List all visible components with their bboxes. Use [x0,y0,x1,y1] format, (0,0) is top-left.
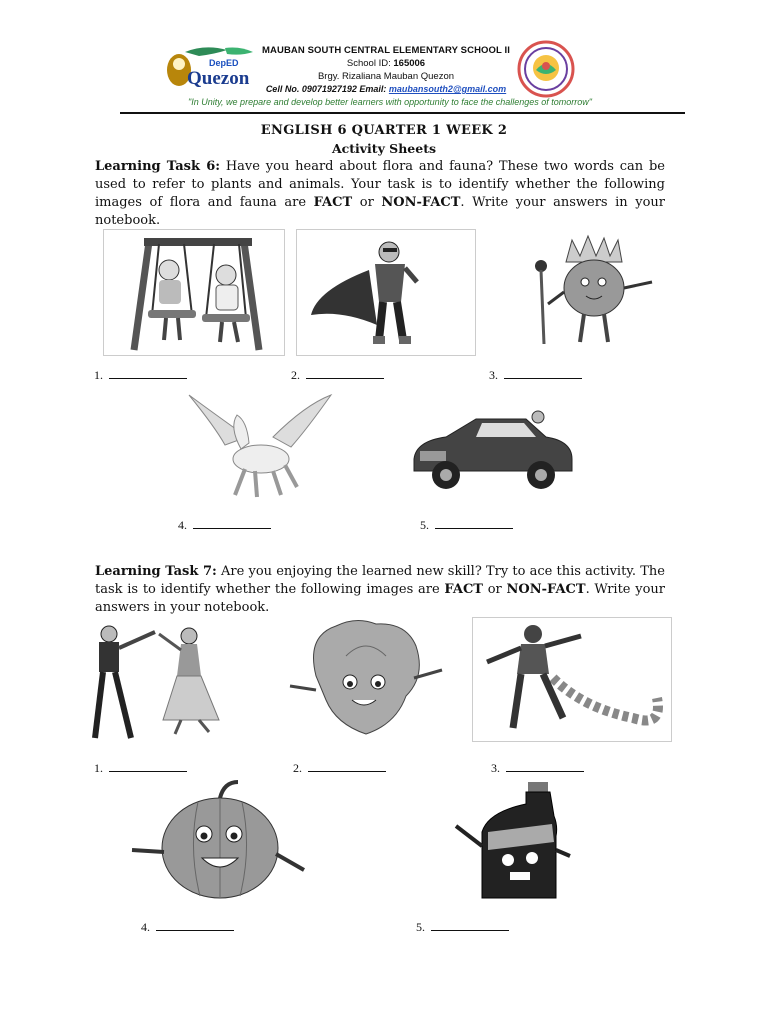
school-motto: "In Unity, we prepare and develop better learners with opportunity to face the challenges of tomorrow" [188,97,592,107]
pegasus-image [185,387,335,505]
header-divider [120,112,685,114]
task7-answer-1: 1. [94,759,187,776]
answer-blank[interactable] [506,759,584,772]
page-subtitle: Activity Sheets [331,141,437,156]
answer-blank[interactable] [308,759,386,772]
answer-blank[interactable] [504,366,582,379]
task6-label: Learning Task 6: [95,159,221,174]
cartoon-soda-bottle-image [448,776,572,904]
answer-blank[interactable] [306,366,384,379]
school-id: School ID: 165006 [346,58,426,69]
svg-text:Quezon: Quezon [187,68,250,89]
task7-answer-2: 2. [293,759,386,776]
task6-answer-2: 2. [291,366,384,383]
task6-instructions: Learning Task 6: Have you heard about flora and fauna? These two words can be used to refer to plants and animals. Your task is to identify whether the following images of flora and fauna are FACT or NON-FACT. Write your answers in your notebook. [95,159,665,228]
car-with-driver-image [406,397,576,497]
page-title: ENGLISH 6 QUARTER 1 WEEK 2 [260,123,508,138]
superhero-image [296,229,476,356]
school-address: Brgy. Rizaliana Mauban Quezon [317,71,455,82]
task7-answer-3: 3. [491,759,584,776]
email-link[interactable]: maubansouth2@gmail.com [388,84,507,94]
kids-on-swing-image [103,229,285,356]
svg-text:DepED: DepED [209,58,239,68]
cartoon-onion-king-image [528,232,663,352]
answer-blank[interactable] [109,366,187,379]
school-contact: Cell No. 09071927192 Email: maubansouth2@gmail.com [265,84,507,94]
cartoon-lettuce-image [286,616,446,741]
task6-answer-5: 5. [420,516,513,533]
school-name: MAUBAN SOUTH CENTRAL ELEMENTARY SCHOOL II [262,45,510,56]
cartoon-pumpkin-image [128,778,310,903]
answer-blank[interactable] [156,918,234,931]
task6-answer-3: 3. [489,366,582,383]
task6-answer-4: 4. [178,516,271,533]
answer-blank[interactable] [431,918,509,931]
answer-blank[interactable] [435,516,513,529]
task7-instructions: Learning Task 7: Are you enjoying the learned new skill? Try to ace this activity. The task is to identify whether the following images are FACT or NON-FACT. Write your answers in your notebook. [95,564,665,615]
task7-answer-4: 4. [141,918,234,935]
task7-label: Learning Task 7: [95,564,217,579]
task6-answer-1: 1. [94,366,187,383]
school-seal-logo [516,40,576,98]
flying-superhero-image [472,617,672,742]
answer-blank[interactable] [193,516,271,529]
task7-answer-5: 5. [416,918,509,935]
dancing-couple-image [85,620,230,745]
answer-blank[interactable] [109,759,187,772]
